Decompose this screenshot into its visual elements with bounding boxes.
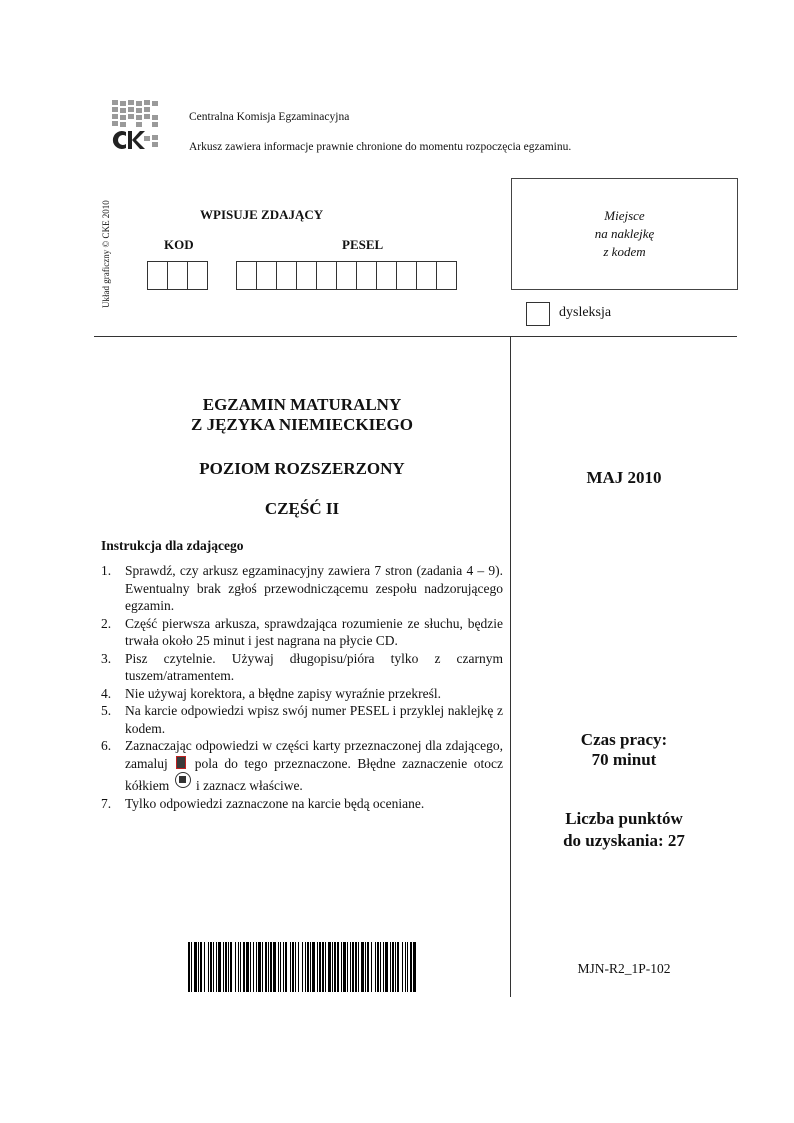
pesel-box[interactable] bbox=[376, 261, 397, 290]
barcode-bar bbox=[194, 942, 197, 992]
horizontal-divider bbox=[94, 336, 737, 337]
instruction-item: 4. Nie używaj korektora, a błędne zapisy wyraźnie przekreśl. bbox=[101, 685, 441, 701]
barcode-bar bbox=[290, 942, 291, 992]
barcode-bar bbox=[240, 942, 241, 992]
barcode-bar bbox=[407, 942, 408, 992]
barcode-bar bbox=[228, 942, 229, 992]
barcode-bar bbox=[352, 942, 354, 992]
cke-logo bbox=[108, 98, 164, 156]
instructions-list bbox=[101, 562, 503, 812]
barcode-bar bbox=[312, 942, 315, 992]
barcode-bar bbox=[283, 942, 284, 992]
barcode-bar bbox=[377, 942, 379, 992]
barcode-bar bbox=[210, 942, 212, 992]
kod-box[interactable] bbox=[187, 261, 208, 290]
exam-level: POZIOM ROZSZERZONY bbox=[199, 459, 405, 478]
barcode-bar bbox=[371, 942, 372, 992]
barcode-bar bbox=[265, 942, 267, 992]
barcode-bar bbox=[273, 942, 276, 992]
barcode-bar bbox=[253, 942, 254, 992]
pesel-box[interactable] bbox=[256, 261, 277, 290]
instruction-item: 3. Pisz czytelnie. Używaj długopisu/pióra tylko z czarnym tuszem/atramentem. bbox=[101, 650, 503, 683]
barcode-bar bbox=[258, 942, 261, 992]
points-label: Liczba punktów bbox=[565, 809, 683, 828]
pesel-box[interactable] bbox=[336, 261, 357, 290]
form-title: WPISUJE ZDAJĄCY bbox=[200, 207, 324, 222]
barcode-bar bbox=[355, 942, 357, 992]
pesel-box[interactable] bbox=[316, 261, 337, 290]
barcode-bar bbox=[250, 942, 251, 992]
pesel-input-boxes[interactable] bbox=[236, 261, 456, 290]
kod-box[interactable] bbox=[147, 261, 168, 290]
barcode-bar bbox=[325, 942, 326, 992]
barcode-bar bbox=[213, 942, 214, 992]
kod-box[interactable] bbox=[167, 261, 188, 290]
exam-title-line2: Z JĘZYKA NIEMIECKIEGO bbox=[191, 415, 413, 434]
barcode-bar bbox=[243, 942, 245, 992]
barcode-bar bbox=[278, 942, 279, 992]
copyright-note: Układ graficzny © CKE 2010 bbox=[101, 200, 111, 308]
instruction-item: 6. Zaznaczając odpowiedzi w części karty przeznaczonej dla zdającego, zamaluj pola do tego przeznaczone. Błędne zaznaczenie otocz kółkiem i zaznacz właściwe. bbox=[101, 738, 504, 793]
barcode-bar bbox=[270, 942, 272, 992]
barcode-bar bbox=[319, 942, 321, 992]
sticker-line-2: na naklejkę bbox=[594, 226, 655, 241]
barcode-bar bbox=[200, 942, 202, 992]
pesel-box[interactable] bbox=[296, 261, 317, 290]
barcode-bar bbox=[238, 942, 239, 992]
barcode-bar bbox=[204, 942, 205, 992]
barcode-bar bbox=[343, 942, 346, 992]
barcode-bar bbox=[307, 942, 309, 992]
instruction-item: 1. Sprawdź, czy arkusz egzaminacyjny zawiera 7 stron (zadania 4 – 9). Ewentualny brak zgłoś przewodniczącemu zespołu nadzorującego egzamin. bbox=[101, 563, 503, 613]
barcode-bar bbox=[298, 942, 299, 992]
barcode-bar bbox=[191, 942, 192, 992]
barcode-bar bbox=[188, 942, 190, 992]
barcode-bar bbox=[225, 942, 227, 992]
barcode-bar bbox=[334, 942, 336, 992]
barcode-bar bbox=[413, 942, 416, 992]
barcode-bar bbox=[223, 942, 224, 992]
barcode-bar bbox=[367, 942, 369, 992]
barcode-bar bbox=[302, 942, 303, 992]
barcode-bar bbox=[397, 942, 399, 992]
barcode-bar bbox=[395, 942, 396, 992]
barcode-bar bbox=[292, 942, 294, 992]
exam-date: MAJ 2010 bbox=[586, 468, 662, 487]
barcode-bar bbox=[375, 942, 376, 992]
barcode-bar bbox=[347, 942, 348, 992]
barcode-bar bbox=[295, 942, 296, 992]
dyslexia-label: dysleksja bbox=[559, 305, 612, 320]
dyslexia-checkbox[interactable] bbox=[526, 302, 550, 326]
org-name: Centralna Komisja Egzaminacyjna bbox=[189, 111, 350, 123]
pesel-box[interactable] bbox=[436, 261, 457, 290]
barcode-bar bbox=[332, 942, 333, 992]
barcode-bar bbox=[285, 942, 287, 992]
exam-title-line1: EGZAMIN MATURALNY bbox=[202, 395, 402, 414]
barcode-bar bbox=[198, 942, 199, 992]
barcode-bar bbox=[230, 942, 232, 992]
barcode-bar bbox=[218, 942, 221, 992]
pesel-box[interactable] bbox=[276, 261, 297, 290]
barcode-bar bbox=[235, 942, 236, 992]
barcode-bar bbox=[380, 942, 381, 992]
time-label: Czas pracy: bbox=[580, 730, 668, 749]
instruction-item: 2. Część pierwsza arkusza, sprawdzająca rozumienie ze słuchu, będzie trwała około 25 minut i jest nagrana na płycie CD. bbox=[101, 615, 503, 648]
barcode-bar bbox=[262, 942, 263, 992]
sticker-area bbox=[511, 178, 738, 290]
time-value: 70 minut bbox=[591, 750, 657, 769]
vertical-divider bbox=[510, 336, 511, 997]
barcode-bar bbox=[392, 942, 394, 992]
pesel-box[interactable] bbox=[236, 261, 257, 290]
points-value: do uzyskania: 27 bbox=[563, 831, 685, 850]
barcode-bar bbox=[410, 942, 412, 992]
sheet-code: MJN-R2_1P-102 bbox=[577, 961, 671, 976]
kod-input-boxes[interactable] bbox=[147, 261, 207, 290]
barcode-bar bbox=[317, 942, 318, 992]
barcode-bar bbox=[337, 942, 339, 992]
barcode-bar bbox=[268, 942, 269, 992]
filled-square-icon bbox=[176, 756, 186, 769]
kod-label: KOD bbox=[164, 237, 194, 252]
pesel-box[interactable] bbox=[356, 261, 377, 290]
instruction-item: 5. Na karcie odpowiedzi wpisz swój numer PESEL i przyklej naklejkę z kodem. bbox=[101, 703, 503, 736]
barcode-bar bbox=[358, 942, 359, 992]
instruction-item: 7. Tylko odpowiedzi zaznaczone na karcie będą oceniane. bbox=[101, 795, 425, 811]
barcode-bar bbox=[365, 942, 366, 992]
barcode-bar bbox=[385, 942, 388, 992]
sticker-line-1: Miejsce bbox=[604, 208, 645, 223]
pesel-box[interactable] bbox=[396, 261, 417, 290]
barcode-bar bbox=[310, 942, 311, 992]
barcode-bar bbox=[322, 942, 324, 992]
circled-square-icon bbox=[175, 772, 191, 788]
barcode-bar bbox=[246, 942, 249, 992]
barcode bbox=[188, 942, 416, 992]
barcode-bar bbox=[216, 942, 217, 992]
barcode-bar bbox=[341, 942, 342, 992]
legal-notice: Arkusz zawiera informacje prawnie chronione do momentu rozpoczęcia egzaminu. bbox=[189, 141, 572, 153]
barcode-bar bbox=[256, 942, 257, 992]
barcode-bar bbox=[280, 942, 281, 992]
barcode-bar bbox=[328, 942, 331, 992]
sticker-line-3: z kodem bbox=[603, 244, 646, 259]
barcode-bar bbox=[361, 942, 364, 992]
pesel-label: PESEL bbox=[342, 237, 384, 252]
barcode-bar bbox=[383, 942, 384, 992]
pesel-box[interactable] bbox=[416, 261, 437, 290]
barcode-bar bbox=[405, 942, 406, 992]
barcode-bar bbox=[350, 942, 351, 992]
barcode-bar bbox=[208, 942, 209, 992]
instructions-title: Instrukcja dla zdającego bbox=[101, 538, 244, 553]
barcode-bar bbox=[390, 942, 391, 992]
barcode-bar bbox=[305, 942, 306, 992]
exam-part: CZĘŚĆ II bbox=[264, 499, 340, 518]
barcode-bar bbox=[402, 942, 403, 992]
